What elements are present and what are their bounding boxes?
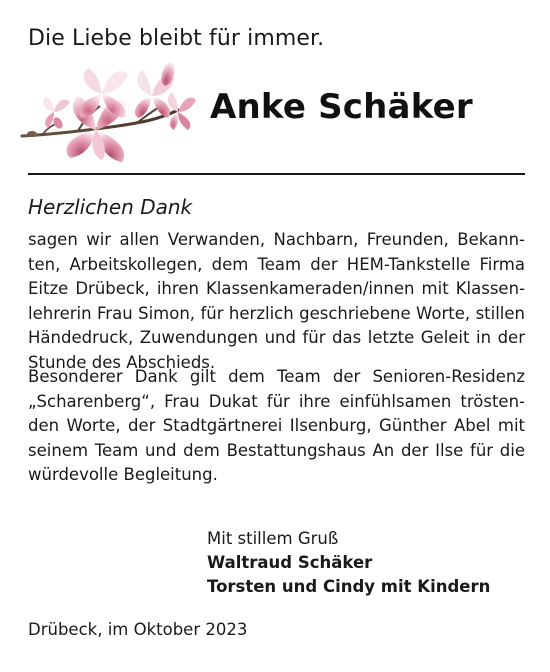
paragraph-1-line: sagen wir allen Verwanden, Nachbarn, Freunden, Bekann- <box>28 230 525 249</box>
thanks-heading: Herzlichen Dank <box>28 195 193 219</box>
greeting-line: Mit stillem Gruß <box>207 529 339 548</box>
thanks-paragraph-1 <box>28 228 525 375</box>
thanks-paragraph-2 <box>28 365 525 488</box>
paragraph-1-line: ten, Arbeitskollegen, dem Team der HEM-Tankstelle Firma <box>28 254 525 274</box>
paragraph-1-line: Händedruck, Zuwendungen und für das letzte Geleit in der <box>28 328 525 347</box>
paragraph-2-line: den Worte, der Stadtgärtnerei Ilsenburg, Günther Abel mit <box>28 416 525 435</box>
place-date-line: Drübeck, im Oktober 2023 <box>28 620 248 639</box>
motto-line: Die Liebe bleibt für immer. <box>28 26 325 51</box>
paragraph-2-line: „Scharenberg“, Frau Dukat für ihre einfühlsamen trösten- <box>28 391 525 411</box>
deceased-name: Anke Schäker <box>210 87 473 127</box>
paragraph-2-line: Besonderer Dank gilt dem Team der Senioren-Residenz <box>28 367 525 386</box>
paragraph-2-line: seinem Team und dem Bestattungshaus An der Ilse für die <box>28 440 525 460</box>
paragraph-1-line: lehrerin Frau Simon, für herzlich geschriebene Worte, stillen <box>28 303 525 323</box>
magnolia-blossom-image <box>18 60 198 164</box>
paragraph-1-line: Eitze Drübeck, ihren Klassenkameraden/innen mit Klassen- <box>28 279 525 298</box>
signoff-block <box>207 527 490 599</box>
signatory-line: Torsten und Cindy mit Kindern <box>207 577 491 596</box>
paragraph-1-line: Stunde des Abschieds. <box>28 352 216 372</box>
divider-rule <box>28 173 525 175</box>
paragraph-2-line: würdevolle Begleitung. <box>28 465 218 484</box>
signatory-line: Waltraud Schäker <box>207 553 373 572</box>
